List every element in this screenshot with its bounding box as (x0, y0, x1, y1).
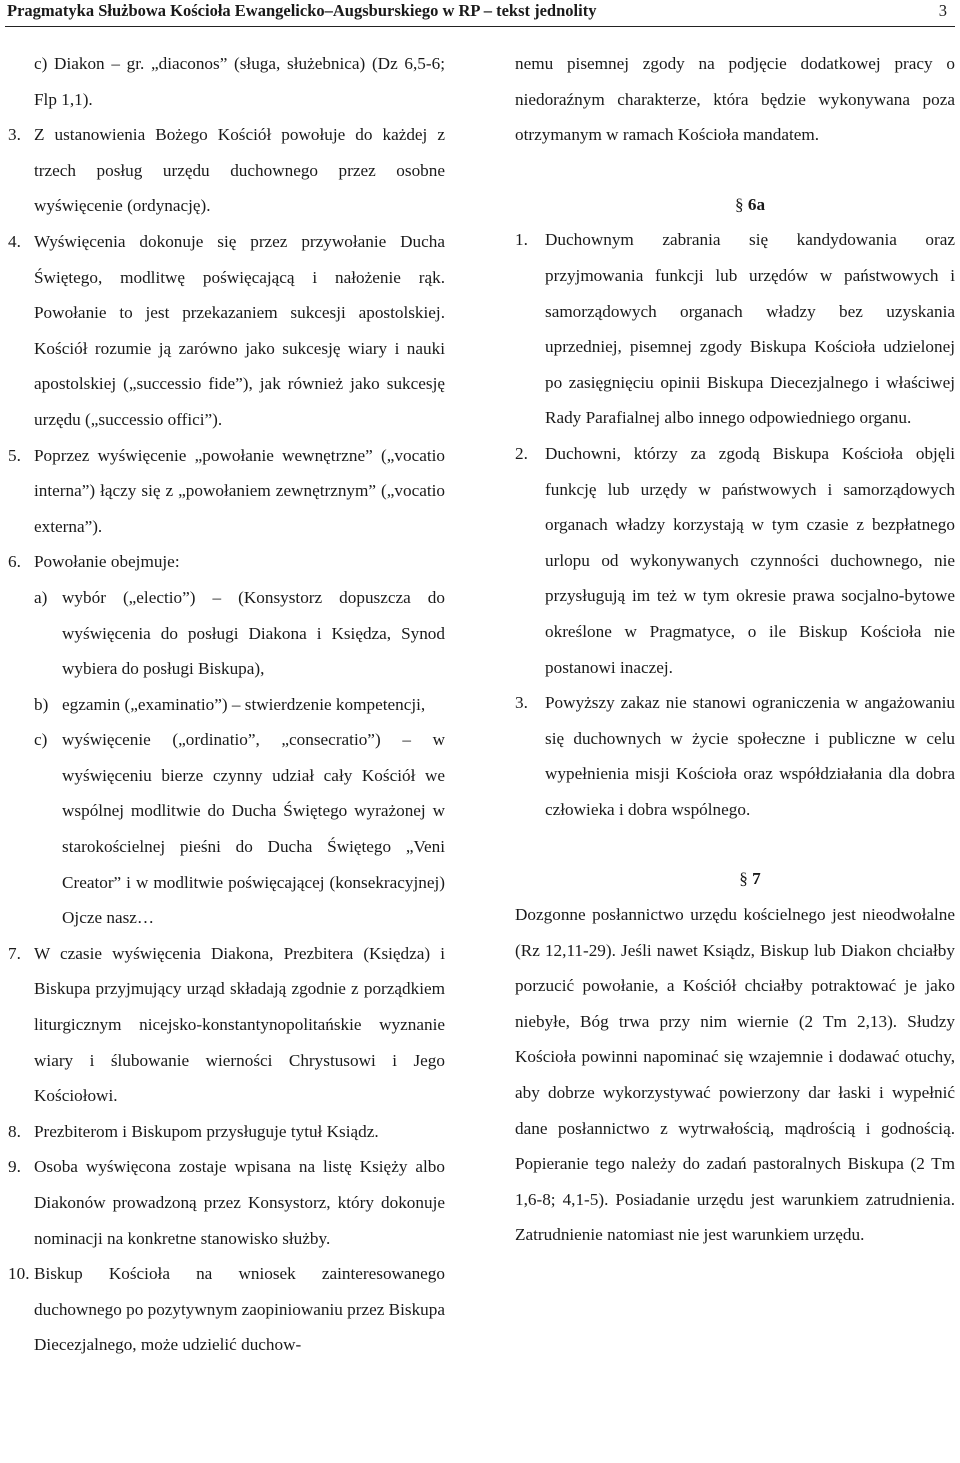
item-number: 9. (8, 1157, 21, 1177)
item-number: 7. (8, 943, 21, 963)
list-item (0, 1256, 445, 1363)
paragraph-7: Dozgonne posłannictwo urzędu kościelnego jest nieodwołalne (Rz 12,11-29). Jeśli nawet Ksiądz, Biskup lub Diakon chciałby porzucić powołanie, a Kościół chciałby potraktować je jako niebyłe, Bóg trwa przy nim wiernie (2 Tm 2,13). Słudzy Kościoła powinni napominać się wzajemnie i dodawać otuchy, aby dobrze wykorzystywać powierzony dar łaski i wypełnić dane posłannictwo z wytrwałością, mądrością i godnością. Popieranie tego należy do zadań pastoralnych Biskupa (2 Tm 1,6-8; 4,1-5). Posiadanie urzędu jest warunkiem zatrudnienia. Zatrudnienie natomiast nie jest warunkiem urzędu. (515, 905, 955, 1245)
item-text: Poprzez wyświęcenie „powołanie wewnętrzne” („vocatio interna”) łączy się z „powołaniem zewnętrznym” („vocatio externa”). (34, 445, 445, 536)
sub-item-text: egzamin („examinatio”) – stwierdzenie kompetencji, (62, 694, 426, 714)
item-text: Powyższy zakaz nie stanowi ograniczenia w angażowaniu się duchownych w życie społeczne i publiczne w celu wypełnienia misji Kościoła oraz współdziałania dla dobra człowieka i dobra wspólnego. (545, 693, 955, 819)
page-header (5, 0, 955, 27)
document-title: Pragmatyka Służbowa Kościoła Ewangelicko–Augsburskiego w RP – tekst jednolity (7, 1, 597, 20)
list-item (0, 544, 445, 580)
list-item (0, 224, 445, 438)
item-text: Biskup Kościoła na wniosek zainteresowanego duchownego po pozytywnym zaopiniowaniu przez Biskupa Diecezjalnego, może udzielić duchow- (34, 1264, 445, 1355)
item-text: Wyświęcenia dokonuje się przez przywołanie Ducha Świętego, modlitwę poświęcającą i nałożenie rąk. Powołanie to jest przekazaniem sukcesji apostolskiej. Kościół rozumie ją zarówno jako sukcesję wiary i nauki apostolskiej („successio fide”), jak również jako sukcesję urzędu („successio offici”). (34, 231, 445, 429)
list-item (0, 1149, 445, 1256)
item-text: Duchownym zabrania się kandydowania oraz przyjmowania funkcji lub urzędów w państwowych i samorządowych organach władzy bez uzyskania uprzedniej, pisemnej zgody Biskupa Kościoła udzielonej po zasięgnięciu opinii Biskupa Diecezjalnego i właściwej Rady Parafialnej albo innego odpowiedniego organu. (545, 230, 955, 428)
list-item (0, 117, 445, 224)
item-text: Powołanie obejmuje: (34, 552, 180, 572)
item-number: 1. (515, 230, 528, 250)
right-column (515, 46, 955, 1253)
item-number: 2. (515, 443, 528, 463)
item-text: Prezbiterom i Biskupom przysługuje tytuł Ksiądz. (34, 1121, 379, 1141)
list-item (515, 436, 955, 685)
left-column (0, 46, 445, 1363)
page-number: 3 (938, 1, 947, 20)
list-item (0, 46, 445, 117)
list-item (0, 1114, 445, 1150)
sub-list-item (0, 722, 445, 936)
item-number: 3. (515, 693, 528, 713)
item-number: 10. (8, 1264, 30, 1284)
item-text: Osoba wyświęcona zostaje wpisana na listę Księży albo Diakonów prowadzoną przez Konsystorz, który dokonuje nominacji na konkretne stanowisko służby. (34, 1157, 445, 1248)
list-item (515, 222, 955, 436)
item-number: 4. (8, 231, 21, 251)
item-number: 8. (8, 1121, 21, 1141)
list-item (0, 936, 445, 1114)
item-text: W czasie wyświęcenia Diakona, Prezbitera (Księdza) i Biskupa przyjmujący urząd składają zgodnie z porządkiem liturgicznym nicejsko-konstantynopolitańskie wyznanie wiary i ślubowanie wierności Chrystusowi i Jego Kościołowi. (34, 943, 445, 1106)
item-number: 5. (8, 445, 21, 465)
sub-item-label: b) (34, 694, 49, 714)
item-number: 6. (8, 552, 21, 572)
item-c-diakon: c) Diakon – gr. „diaconos” (sługa, służebnica) (Dz 6,5-6; Flp 1,1). (34, 54, 445, 109)
item-text: Duchowni, którzy za zgodą Biskupa Kościoła objęli funkcję lub urzędy w państwowych i samorządowych organach władzy korzystają w tym czasie z bezpłatnego urlopu od wykonywanych czynności duchownego, nie przysługują im też w tym okresie prawa socjalno-bytowe określone w Pragmatyce, o ile Biskup Kościoła nie postanowi inaczej. (545, 443, 955, 677)
sub-item-text: wyświęcenie („ordinatio”, „consecratio”) – w wyświęceniu bierze czynny udział cały Kościół we wspólnej modlitwie do Ducha Świętego wyrażonej w starokościelnej pieśni do Ducha Świętego „Veni Creator” i w modlitwie poświęcającej (konsekracyjnej) Ojcze nasz… (62, 730, 445, 928)
sub-item-label: a) (34, 587, 48, 607)
item-number: 3. (8, 125, 21, 145)
continuation-paragraph: nemu pisemnej zgody na podjęcie dodatkowej pracy o niedoraźnym charakterze, która będzie wykonywana poza otrzymanym w ramach Kościoła mandatem. (515, 54, 955, 145)
section-heading-6a: § 6a (515, 187, 955, 223)
sub-list-item (0, 580, 445, 687)
list-item (515, 685, 955, 827)
list-item (0, 438, 445, 545)
sub-item-text: wybór („electio”) – (Konsystorz dopuszcza do wyświęcenia do posługi Diakona i Księdza, Synod wybiera do posługi Biskupa), (62, 587, 445, 679)
sub-list-item (0, 687, 445, 723)
section-heading-7: § 7 (515, 861, 955, 897)
sub-item-label: c) (34, 730, 48, 750)
item-text: Z ustanowienia Bożego Kościół powołuje do każdej z trzech posług urzędu duchownego przez osobne wyświęcenie (ordynację). (34, 125, 445, 216)
